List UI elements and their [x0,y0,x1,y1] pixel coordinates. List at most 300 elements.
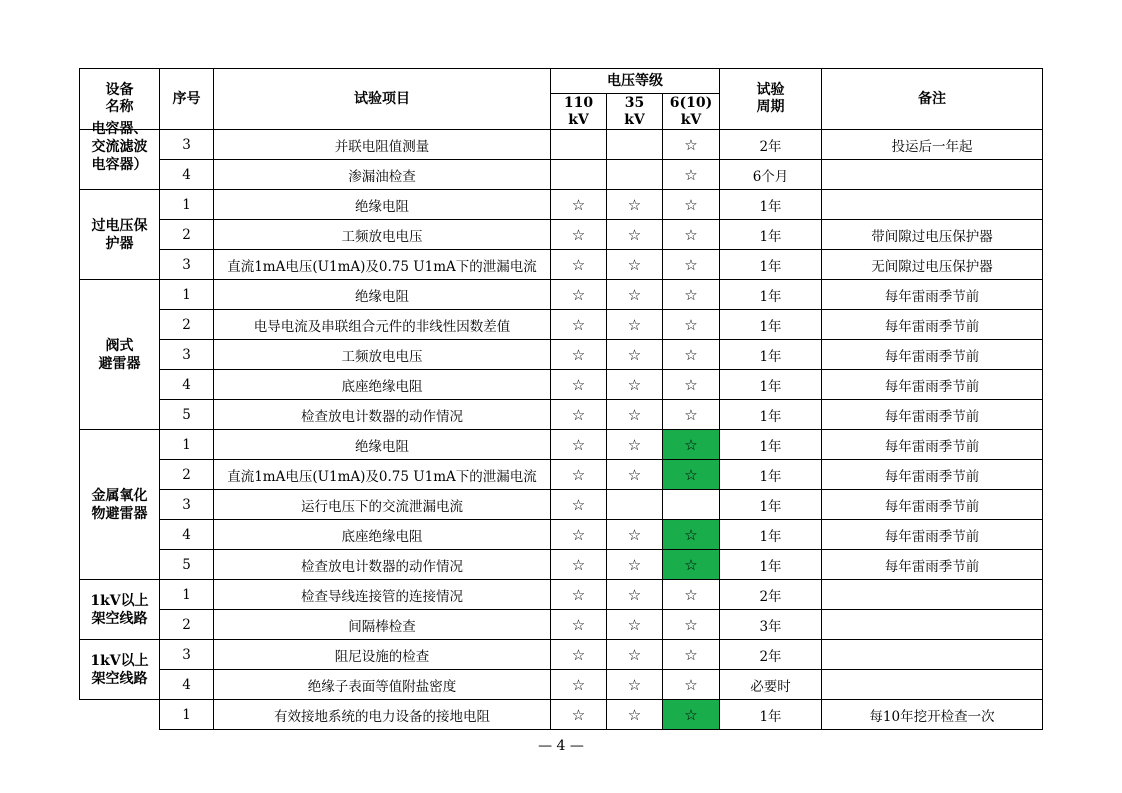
v110-cell [551,280,607,310]
note-cell [822,490,1043,520]
seq-cell [160,340,214,370]
test-item-cell [214,580,551,610]
test-item-text: 检查放电计数器的动作情况 [301,408,463,425]
v35-text: ☆ [627,285,642,304]
v6-cell [663,580,720,610]
v110-text: ☆ [571,705,586,724]
test-item-text: 底座绝缘电阻 [341,378,423,395]
period-text: 1年 [759,468,782,485]
note-cell [822,700,1043,730]
v35-cell [607,250,663,280]
v110-text: ☆ [571,615,586,634]
test-item-cell [214,490,551,520]
note-cell [822,190,1043,220]
period-text: 1年 [759,318,782,335]
test-item-text: 检查导线连接管的连接情况 [301,588,463,605]
v110-cell [551,610,607,640]
v110-cell [551,190,607,220]
v110-text: ☆ [571,285,586,304]
device-name: 1kV以上 架空线路 [90,592,149,627]
device-name: 过电压保 护器 [91,217,148,252]
period-cell [720,640,822,670]
test-item-text: 工频放电电压 [341,228,423,245]
test-item-cell [214,220,551,250]
period-cell [720,700,822,730]
table-row [80,640,1043,670]
device-name: 金属氧化 物避雷器 [91,487,148,522]
device-name-cell [80,280,160,430]
v35-text: ☆ [627,255,642,274]
v110-cell [551,250,607,280]
v35-cell [607,550,663,580]
period-cell [720,250,822,280]
period-cell [720,340,822,370]
v110-text: ☆ [571,405,586,424]
period-text: 1年 [759,198,782,215]
period-cell [720,520,822,550]
seq-cell [160,160,214,190]
seq-text: 4 [182,526,191,543]
v6-cell [663,610,720,640]
seq-text: 3 [182,646,191,663]
v110-cell [551,640,607,670]
device-name-cell [80,190,160,280]
period-text: 1年 [759,498,782,515]
test-item-cell [214,610,551,640]
note-text: 每年雷雨季节前 [884,288,980,305]
seq-text: 4 [182,166,191,183]
device-name-cell [80,580,160,640]
header-period: 试验 周期 [720,69,822,130]
v6-cell [663,310,720,340]
v35-text: ☆ [627,615,642,634]
seq-cell [160,310,214,340]
v35-text: ☆ [627,705,642,724]
v6-cell [663,670,720,700]
period-cell [720,670,822,700]
table-row [80,160,1043,190]
seq-text: 1 [182,196,191,213]
v110-cell [551,130,607,160]
test-item-cell [214,700,551,730]
v35-cell [607,640,663,670]
v110-text: ☆ [571,345,586,364]
table-row [80,430,1043,460]
v110-text: ☆ [571,495,586,514]
v6-text: ☆ [684,705,698,724]
v110-text: ☆ [571,255,586,274]
v110-cell [551,400,607,430]
table-row [80,460,1043,490]
v110-cell [551,340,607,370]
test-item-cell [214,250,551,280]
v6-text: ☆ [684,135,698,154]
v6-cell [663,640,720,670]
v110-cell [551,700,607,730]
test-item-text: 绝缘电阻 [355,288,409,305]
table-row [80,400,1043,430]
table-row [80,580,1043,610]
note-cell [822,610,1043,640]
v110-cell [551,460,607,490]
table-row [80,190,1043,220]
test-item-text: 有效接地系统的电力设备的接地电阻 [274,708,490,725]
test-item-text: 绝缘子表面等值附盐密度 [307,678,457,695]
note-cell [822,340,1043,370]
device-name-cell [80,640,160,700]
v110-cell [551,490,607,520]
v35-text: ☆ [627,345,642,364]
v110-cell [551,160,607,190]
note-cell [822,640,1043,670]
note-cell [822,220,1043,250]
test-item-text: 直流1mA电压(U1mA)及0.75 U1mA下的泄漏电流 [227,258,537,275]
device-name: 阀式 避雷器 [98,337,141,372]
test-item-text: 阻尼设施的检查 [334,648,430,665]
period-text: 1年 [759,348,782,365]
test-item-text: 绝缘电阻 [355,198,409,215]
table-body [80,121,1043,730]
v6-text: ☆ [684,435,698,454]
v6-cell [663,400,720,430]
v35-cell [607,190,663,220]
v6-text: ☆ [684,375,698,394]
test-item-text: 工频放电电压 [341,348,423,365]
v110-cell [551,670,607,700]
seq-cell [160,460,214,490]
seq-text: 5 [182,406,191,423]
table-row [80,130,1043,160]
note-text: 带间隙过电压保护器 [871,228,993,245]
seq-cell [160,250,214,280]
table-row [80,700,1043,730]
v110-text: ☆ [571,675,586,694]
v6-cell [663,460,720,490]
period-text: 2年 [759,648,782,665]
seq-text: 1 [182,586,191,603]
seq-cell [160,220,214,250]
v6-text: ☆ [684,645,698,664]
note-cell [822,550,1043,580]
period-cell [720,430,822,460]
v35-cell [607,340,663,370]
device-name-cell [80,700,160,730]
table-row [80,670,1043,700]
v110-cell [551,370,607,400]
test-item-cell [214,460,551,490]
v35-cell [607,370,663,400]
v35-text: ☆ [627,675,642,694]
test-item-cell [214,550,551,580]
test-item-text: 渗漏油检查 [348,168,416,185]
seq-text: 2 [182,226,191,243]
v35-text: ☆ [627,225,642,244]
test-item-cell [214,190,551,220]
seq-text: 5 [182,556,191,573]
table-row [80,220,1043,250]
v110-text: ☆ [571,465,586,484]
note-text: 每年雷雨季节前 [884,468,980,485]
v6-text: ☆ [684,405,698,424]
note-text: 每年雷雨季节前 [884,318,980,335]
v110-text: ☆ [571,375,586,394]
seq-cell [160,430,214,460]
period-cell [720,190,822,220]
seq-cell [160,280,214,310]
test-item-text: 底座绝缘电阻 [341,528,423,545]
table-row [80,610,1043,640]
v6-text: ☆ [684,165,698,184]
v6-cell [663,340,720,370]
seq-text: 2 [182,316,191,333]
note-text: 每年雷雨季节前 [884,438,980,455]
period-text: 1年 [759,408,782,425]
seq-cell [160,370,214,400]
v6-cell [663,160,720,190]
seq-cell [160,550,214,580]
v35-text: ☆ [627,405,642,424]
note-cell [822,580,1043,610]
period-text: 6个月 [752,168,789,185]
seq-cell [160,190,214,220]
note-cell [822,370,1043,400]
v6-text: ☆ [684,465,698,484]
table-row [80,370,1043,400]
v35-cell [607,160,663,190]
note-cell [822,670,1043,700]
v35-text: ☆ [627,555,642,574]
note-text: 每年雷雨季节前 [884,558,980,575]
note-text: 无间隙过电压保护器 [871,258,993,275]
note-text: 每年雷雨季节前 [884,348,980,365]
table-row [80,340,1043,370]
v6-text: ☆ [684,615,698,634]
v6-text: ☆ [684,555,698,574]
v110-cell [551,310,607,340]
period-cell [720,130,822,160]
test-item-text: 运行电压下的交流泄漏电流 [301,498,463,515]
v110-text: ☆ [571,555,586,574]
table-row [80,280,1043,310]
v35-cell [607,520,663,550]
seq-cell [160,700,214,730]
period-text: 3年 [759,618,782,635]
test-item-cell [214,640,551,670]
period-text: 1年 [759,378,782,395]
note-cell [822,460,1043,490]
v35-text: ☆ [627,645,642,664]
table-row [80,550,1043,580]
v110-cell [551,220,607,250]
v35-text: ☆ [627,525,642,544]
test-item-cell [214,520,551,550]
period-text: 1年 [759,258,782,275]
note-cell [822,520,1043,550]
v35-cell [607,280,663,310]
table-row [80,490,1043,520]
seq-text: 1 [182,706,191,723]
v35-cell [607,460,663,490]
note-cell [822,280,1043,310]
device-name: 1kV以上 架空线路 [90,652,149,687]
seq-cell [160,610,214,640]
seq-text: 3 [182,136,191,153]
period-cell [720,490,822,520]
period-cell [720,400,822,430]
period-cell [720,460,822,490]
v35-text: ☆ [627,465,642,484]
test-item-cell [214,280,551,310]
period-cell [720,550,822,580]
period-text: 1年 [759,558,782,575]
seq-text: 2 [182,616,191,633]
test-item-text: 绝缘电阻 [355,438,409,455]
period-text: 2年 [759,138,782,155]
note-text: 投运后一年起 [891,138,973,155]
seq-text: 1 [182,286,191,303]
v110-text: ☆ [571,195,586,214]
v6-cell [663,280,720,310]
v110-text: ☆ [571,225,586,244]
header-note: 备注 [822,69,1043,130]
header-v35: 35 kV [607,94,663,130]
period-text: 必要时 [750,678,791,695]
note-cell [822,130,1043,160]
test-item-cell [214,370,551,400]
v110-cell [551,550,607,580]
table-row [80,250,1043,280]
test-item-text: 电导电流及串联组合元件的非线性因数差值 [253,318,511,335]
v6-text: ☆ [684,345,698,364]
note-text: 每年雷雨季节前 [884,498,980,515]
period-text: 1年 [759,228,782,245]
v35-text: ☆ [627,585,642,604]
device-name-cell [80,121,160,190]
note-cell [822,160,1043,190]
seq-text: 3 [182,496,191,513]
v110-cell [551,430,607,460]
table-row [80,310,1043,340]
seq-text: 1 [182,436,191,453]
v110-text: ☆ [571,315,586,334]
v110-cell [551,520,607,550]
v35-text: ☆ [627,435,642,454]
test-item-text: 并联电阻值测量 [334,138,430,155]
note-cell [822,430,1043,460]
v110-text: ☆ [571,435,586,454]
note-text: 每年雷雨季节前 [884,528,980,545]
note-cell [822,310,1043,340]
seq-cell [160,640,214,670]
test-spec-table [79,68,1043,730]
period-cell [720,160,822,190]
v110-text: ☆ [571,645,586,664]
test-item-cell [214,430,551,460]
v35-cell [607,490,663,520]
test-item-cell [214,670,551,700]
v6-cell [663,430,720,460]
seq-cell [160,400,214,430]
v35-text: ☆ [627,315,642,334]
v6-cell [663,370,720,400]
header-device-name: 设备 名称 [80,69,160,130]
v6-cell [663,250,720,280]
header-voltage-level: 电压等级 [551,69,720,94]
note-cell [822,400,1043,430]
period-cell [720,310,822,340]
v6-text: ☆ [684,195,698,214]
period-cell [720,220,822,250]
v6-text: ☆ [684,675,698,694]
test-item-cell [214,310,551,340]
v35-cell [607,430,663,460]
period-cell [720,610,822,640]
test-item-text: 直流1mA电压(U1mA)及0.75 U1mA下的泄漏电流 [227,468,537,485]
seq-text: 4 [182,376,191,393]
v6-cell [663,550,720,580]
v6-cell [663,220,720,250]
v35-cell [607,220,663,250]
header-test-item: 试验项目 [214,69,551,130]
seq-text: 4 [182,676,191,693]
period-cell [720,580,822,610]
test-item-cell [214,130,551,160]
period-text: 2年 [759,588,782,605]
note-text: 每年雷雨季节前 [884,378,980,395]
v6-text: ☆ [684,255,698,274]
v35-cell [607,310,663,340]
v110-text: ☆ [571,525,586,544]
period-text: 1年 [759,438,782,455]
note-cell [822,250,1043,280]
seq-cell [160,130,214,160]
table-row [80,520,1043,550]
seq-cell [160,520,214,550]
test-item-cell [214,340,551,370]
v110-cell [551,580,607,610]
v6-text: ☆ [684,315,698,334]
header-seq: 序号 [160,69,214,130]
header-v6: 6(10) kV [663,94,720,130]
note-text: 每10年挖开检查一次 [869,708,995,725]
seq-cell [160,490,214,520]
period-cell [720,280,822,310]
v110-text: ☆ [571,585,586,604]
v35-cell [607,610,663,640]
test-item-cell [214,400,551,430]
v6-cell [663,190,720,220]
period-cell [720,370,822,400]
v35-cell [607,580,663,610]
v6-text: ☆ [684,585,698,604]
period-text: 1年 [759,528,782,545]
device-name: 电容器、 交流滤波 电容器） [91,121,148,173]
test-item-text: 检查放电计数器的动作情况 [301,558,463,575]
seq-text: 3 [182,346,191,363]
v35-text: ☆ [627,375,642,394]
seq-text: 2 [182,466,191,483]
device-name-cell [80,430,160,580]
period-text: 1年 [759,288,782,305]
test-item-cell [214,160,551,190]
note-text: 每年雷雨季节前 [884,408,980,425]
v35-cell [607,700,663,730]
seq-cell [160,670,214,700]
v35-cell [607,130,663,160]
header-v110: 110 kV [551,94,607,130]
test-item-text: 间隔棒检查 [348,618,416,635]
seq-cell [160,580,214,610]
